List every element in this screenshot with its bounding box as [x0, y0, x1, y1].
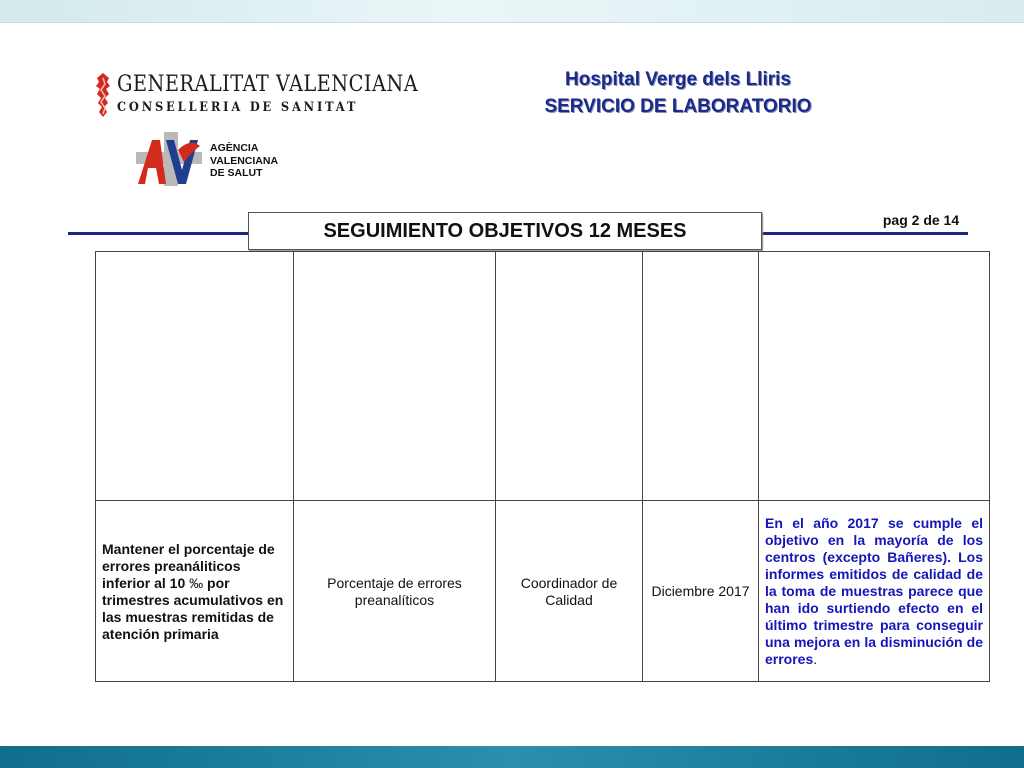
avs-line-2: VALENCIANA: [210, 154, 279, 167]
crest-icon: [94, 72, 112, 118]
service-name: SERVICIO DE LABORATORIO: [544, 96, 812, 117]
result-text: [765, 515, 983, 668]
objective-cell: [96, 501, 293, 682]
indicator-cell: [294, 501, 495, 682]
bottom-band: [0, 746, 1024, 768]
result-body: En el año 2017 se cumple el objetivo en la mayoría de los centros (excepto Bañeres). Los informes emitidos de calidad de la toma de muestras parece que han ido surtiendo efecto en el último trimestre para conseguir una mejora en la disminución de errores: [765, 515, 983, 667]
avs-line-3: DE SALUT: [210, 167, 263, 179]
avs-logo-text: [210, 142, 278, 180]
responsible-cell: [496, 501, 642, 682]
title-rule-right: [760, 232, 968, 235]
avs-line-1: AGÈNCIA: [210, 142, 259, 154]
responsible-text: Coordinador de Calidad: [520, 574, 618, 608]
result-period: .: [813, 651, 818, 667]
indicator-text: Porcentaje de errores preanalíticos: [327, 574, 462, 608]
per-mille-symbol: ‰: [189, 574, 204, 591]
top-band: [0, 0, 1024, 23]
page-title: SEGUIMIENTO OBJETIVOS 12 MESES: [323, 220, 687, 242]
agencia-valenciana-salut-logo: [136, 132, 296, 188]
objectives-table: [95, 251, 990, 682]
hospital-name: Hospital Verge dels Lliris: [565, 69, 791, 90]
generalitat-valenciana-logo: [94, 70, 419, 122]
objective-text-b: por trimestres acumulativos en las muestras remitidas de atención primaria: [102, 574, 284, 642]
title-rule-left: [68, 232, 250, 235]
objective-text: [102, 541, 287, 643]
deadline-cell: [643, 501, 758, 682]
header-title: [500, 66, 856, 120]
result-cell: [759, 501, 989, 682]
logo-text-conselleria: CONSELLERIA DE SANITAT: [117, 100, 359, 115]
deadline-text: Diciembre 2017: [651, 583, 750, 599]
avs-mark-icon: [136, 132, 202, 186]
page-title-box: [248, 212, 762, 250]
logo-text-generalitat: GENERALITAT VALENCIANA: [117, 72, 419, 97]
page-number: pag 2 de 14: [882, 212, 960, 228]
objective-text-a: Mantener el porcentaje de errores preanáliticos inferior al 10: [102, 540, 275, 591]
